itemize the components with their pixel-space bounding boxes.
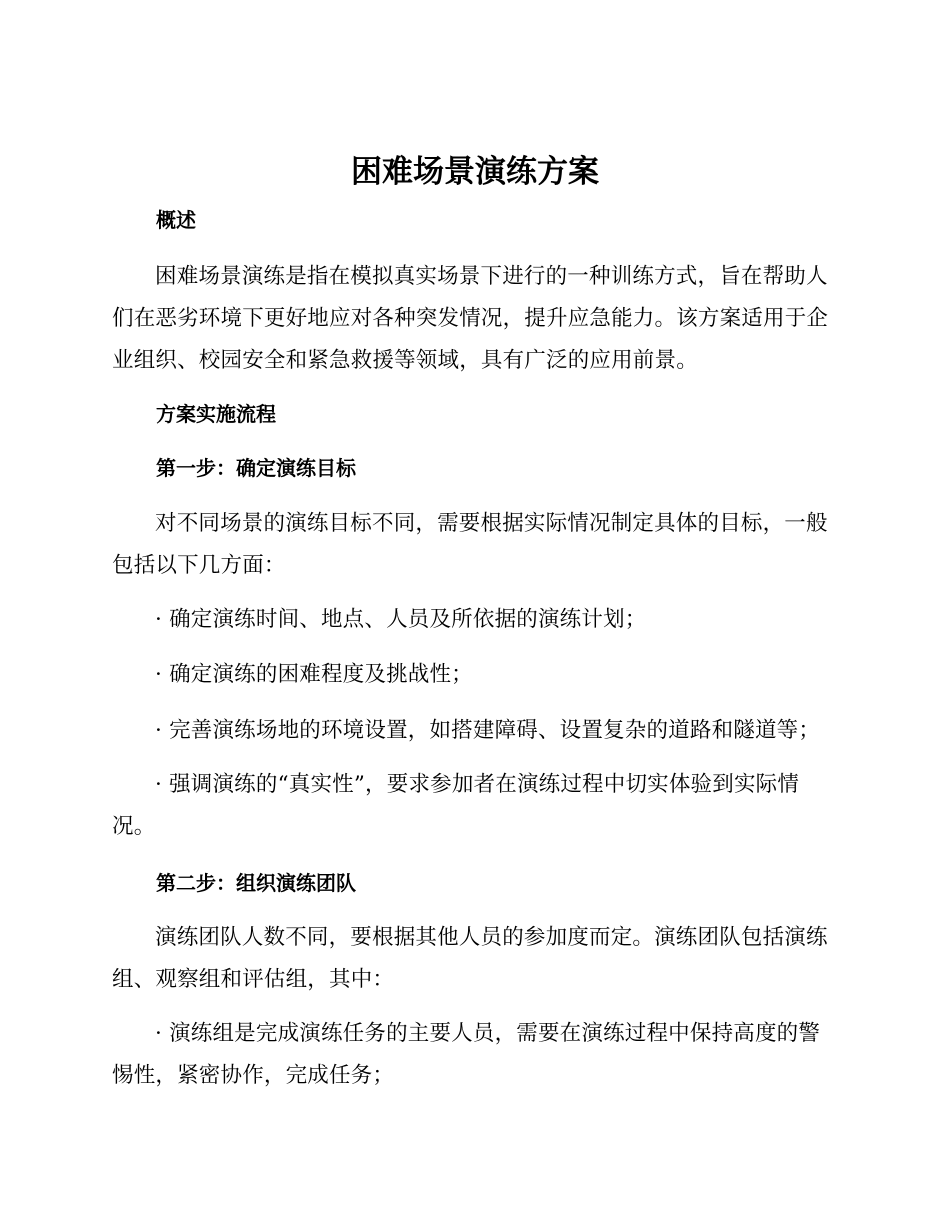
bullet-item: · 完善演练场地的环境设置，如搭建障碍、设置复杂的道路和隧道等； <box>155 718 821 743</box>
bullet-item: · 强调演练的“真实性”，要求参加者在演练过程中切实体验到实际情况。 <box>112 772 800 839</box>
bullet-item: · 演练组是完成演练任务的主要人员，需要在演练过程中保持高度的警惕性，紧密协作，完成任务； <box>112 1021 821 1088</box>
paragraph-step-one-intro: 对不同场景的演练目标不同，需要根据实际情况制定具体的目标，一般包括以下几方面： <box>112 511 828 578</box>
section-heading-overview: 概述 <box>156 208 196 232</box>
section-heading-step-one: 第一步：确定演练目标 <box>156 456 356 480</box>
paragraph-overview: 困难场景演练是指在模拟真实场景下进行的一种训练方式，旨在帮助人们在恶劣环境下更好地应对各种突发情况，提升应急能力。该方案适用于企业组织、校园安全和紧急救援等领域，具有广泛的应用前景。 <box>112 264 829 373</box>
section-heading-process: 方案实施流程 <box>156 402 276 426</box>
bullet-item: · 确定演练时间、地点、人员及所依据的演练计划； <box>155 607 647 632</box>
document-title: 困难场景演练方案 <box>351 154 599 190</box>
paragraph-step-two-intro: 演练团队人数不同，要根据其他人员的参加度而定。演练团队包括演练组、观察组和评估组，其中： <box>112 925 828 992</box>
bullet-item: · 确定演练的困难程度及挑战性； <box>155 662 473 687</box>
section-heading-step-two: 第二步：组织演练团队 <box>156 871 356 895</box>
